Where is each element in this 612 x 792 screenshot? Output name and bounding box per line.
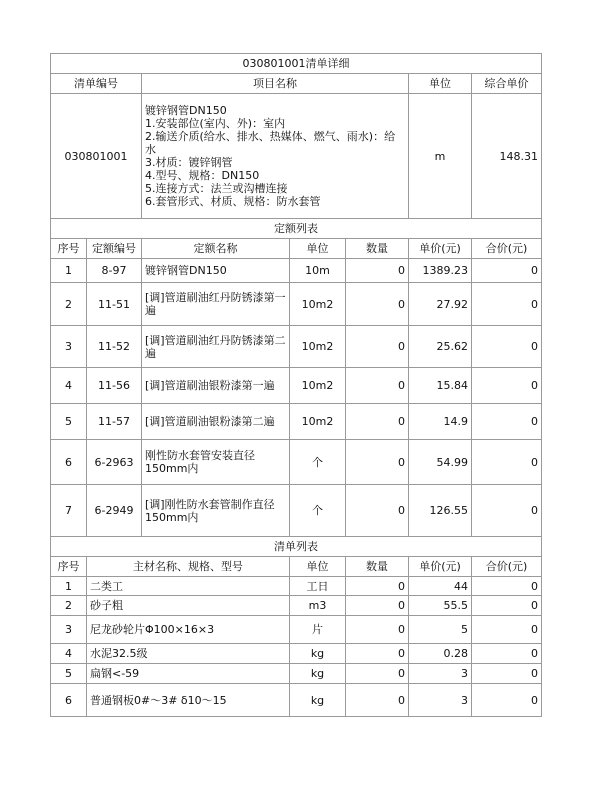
item-description: [142, 94, 409, 219]
row-qty: 0: [346, 577, 409, 596]
row-total: 0: [472, 440, 542, 485]
row-price: 5: [409, 616, 472, 644]
description-line: 3.材质：镀锌钢管: [145, 156, 233, 169]
quota-table: [50, 218, 542, 537]
row-qty: 0: [346, 283, 409, 326]
row-no: 6: [51, 440, 87, 485]
row-no: 5: [51, 404, 87, 440]
row-no: 4: [51, 368, 87, 404]
row-qty: 0: [346, 644, 409, 664]
row-code: 8-97: [87, 259, 142, 283]
row-price: 25.62: [409, 326, 472, 368]
table-row: [51, 644, 542, 664]
row-no: 3: [51, 326, 87, 368]
description-line: 镀锌钢管DN150: [145, 104, 227, 117]
quota-header-unit: 单位: [290, 239, 346, 259]
materials-table: [50, 536, 542, 717]
row-name: 水泥32.5级: [87, 644, 290, 664]
row-qty: 0: [346, 404, 409, 440]
row-code: 11-51: [87, 283, 142, 326]
table-row: [51, 596, 542, 616]
row-total: 0: [472, 283, 542, 326]
quota-header-name: 定额名称: [142, 239, 290, 259]
row-qty: 0: [346, 485, 409, 537]
quota-header-no: 序号: [51, 239, 87, 259]
summary-table: [50, 53, 542, 219]
quota-header-code: 定额编号: [87, 239, 142, 259]
row-no: 7: [51, 485, 87, 537]
row-qty: 0: [346, 596, 409, 616]
description-line: 4.型号、规格：DN150: [145, 169, 260, 182]
row-name: 镀锌钢管DN150: [142, 259, 290, 283]
row-total: 0: [472, 259, 542, 283]
row-name: 尼龙砂轮片Φ100×16×3: [87, 616, 290, 644]
row-name: [调]管道刷油红丹防锈漆第二遍: [142, 326, 290, 368]
table-row: [51, 616, 542, 644]
quota-section-title: 定额列表: [51, 219, 542, 239]
row-price: 0.28: [409, 644, 472, 664]
materials-header-qty: 数量: [346, 557, 409, 577]
row-unit: 个: [290, 440, 346, 485]
row-unit: kg: [290, 644, 346, 664]
row-no: 5: [51, 664, 87, 684]
row-unit: 10m2: [290, 283, 346, 326]
row-code: 11-57: [87, 404, 142, 440]
row-price: 1389.23: [409, 259, 472, 283]
item-unit: m: [409, 94, 472, 219]
row-name: [调]管道刷油红丹防锈漆第一遍: [142, 283, 290, 326]
row-total: 0: [472, 644, 542, 664]
row-total: 0: [472, 485, 542, 537]
row-no: 3: [51, 616, 87, 644]
description-line: 6.套管形式、材质、规格：防水套管: [145, 195, 321, 208]
materials-header-total: 合价(元): [472, 557, 542, 577]
quota-header-total: 合价(元): [472, 239, 542, 259]
row-qty: 0: [346, 259, 409, 283]
row-code: 11-56: [87, 368, 142, 404]
table-row: [51, 404, 542, 440]
list-code: 030801001: [51, 94, 142, 219]
table-row: [51, 326, 542, 368]
row-qty: 0: [346, 368, 409, 404]
row-qty: 0: [346, 664, 409, 684]
row-total: 0: [472, 404, 542, 440]
row-name: [调]刚性防水套管制作直径150mm内: [142, 485, 290, 537]
row-unit: 10m: [290, 259, 346, 283]
row-unit: 10m2: [290, 404, 346, 440]
row-unit: 片: [290, 616, 346, 644]
row-unit: 工日: [290, 577, 346, 596]
row-no: 1: [51, 577, 87, 596]
materials-header-no: 序号: [51, 557, 87, 577]
row-no: 6: [51, 684, 87, 717]
row-unit: 10m2: [290, 326, 346, 368]
materials-header-unit: 单位: [290, 557, 346, 577]
row-unit: 个: [290, 485, 346, 537]
item-price: 148.31: [472, 94, 542, 219]
row-qty: 0: [346, 684, 409, 717]
materials-header-price: 单价(元): [409, 557, 472, 577]
row-price: 44: [409, 577, 472, 596]
row-name: 普通钢板0#～3# δ10～15: [87, 684, 290, 717]
row-qty: 0: [346, 326, 409, 368]
row-qty: 0: [346, 616, 409, 644]
table-row: [51, 283, 542, 326]
row-total: 0: [472, 664, 542, 684]
table-row: [51, 577, 542, 596]
table-row: [51, 664, 542, 684]
row-name: 扁钢<-59: [87, 664, 290, 684]
header-item-name: 项目名称: [142, 74, 409, 94]
materials-section-title: 清单列表: [51, 537, 542, 557]
row-unit: kg: [290, 664, 346, 684]
quota-header-qty: 数量: [346, 239, 409, 259]
row-unit: 10m2: [290, 368, 346, 404]
materials-header-name: 主材名称、规格、型号: [87, 557, 290, 577]
table-row: [51, 440, 542, 485]
description-line: 2.输送介质(给水、排水、热媒体、燃气、雨水)：给水: [145, 130, 396, 156]
row-total: 0: [472, 596, 542, 616]
row-total: 0: [472, 326, 542, 368]
row-price: 126.55: [409, 485, 472, 537]
table-row: [51, 368, 542, 404]
row-name: 刚性防水套管安装直径150mm内: [142, 440, 290, 485]
row-qty: 0: [346, 440, 409, 485]
quota-header-price: 单价(元): [409, 239, 472, 259]
row-name: [调]管道刷油银粉漆第一遍: [142, 368, 290, 404]
table-row: [51, 259, 542, 283]
row-code: 11-52: [87, 326, 142, 368]
row-price: 14.9: [409, 404, 472, 440]
row-name: [调]管道刷油银粉漆第二遍: [142, 404, 290, 440]
description-line: 5.连接方式：法兰或沟槽连接: [145, 182, 288, 195]
row-name: 二类工: [87, 577, 290, 596]
header-unit: 单位: [409, 74, 472, 94]
row-total: 0: [472, 684, 542, 717]
row-code: 6-2963: [87, 440, 142, 485]
row-total: 0: [472, 616, 542, 644]
row-price: 54.99: [409, 440, 472, 485]
row-price: 15.84: [409, 368, 472, 404]
row-total: 0: [472, 577, 542, 596]
row-code: 6-2949: [87, 485, 142, 537]
row-total: 0: [472, 368, 542, 404]
table-row: [51, 485, 542, 537]
row-price: 27.92: [409, 283, 472, 326]
row-no: 1: [51, 259, 87, 283]
row-price: 55.5: [409, 596, 472, 616]
row-price: 3: [409, 664, 472, 684]
row-unit: kg: [290, 684, 346, 717]
page-title: 030801001清单详细: [51, 54, 542, 74]
row-no: 4: [51, 644, 87, 664]
row-unit: m3: [290, 596, 346, 616]
row-price: 3: [409, 684, 472, 717]
header-list-code: 清单编号: [51, 74, 142, 94]
row-no: 2: [51, 283, 87, 326]
table-row: [51, 684, 542, 717]
header-unit-price: 综合单价: [472, 74, 542, 94]
row-no: 2: [51, 596, 87, 616]
description-line: 1.安装部位(室内、外)：室内: [145, 117, 286, 130]
row-name: 砂子粗: [87, 596, 290, 616]
